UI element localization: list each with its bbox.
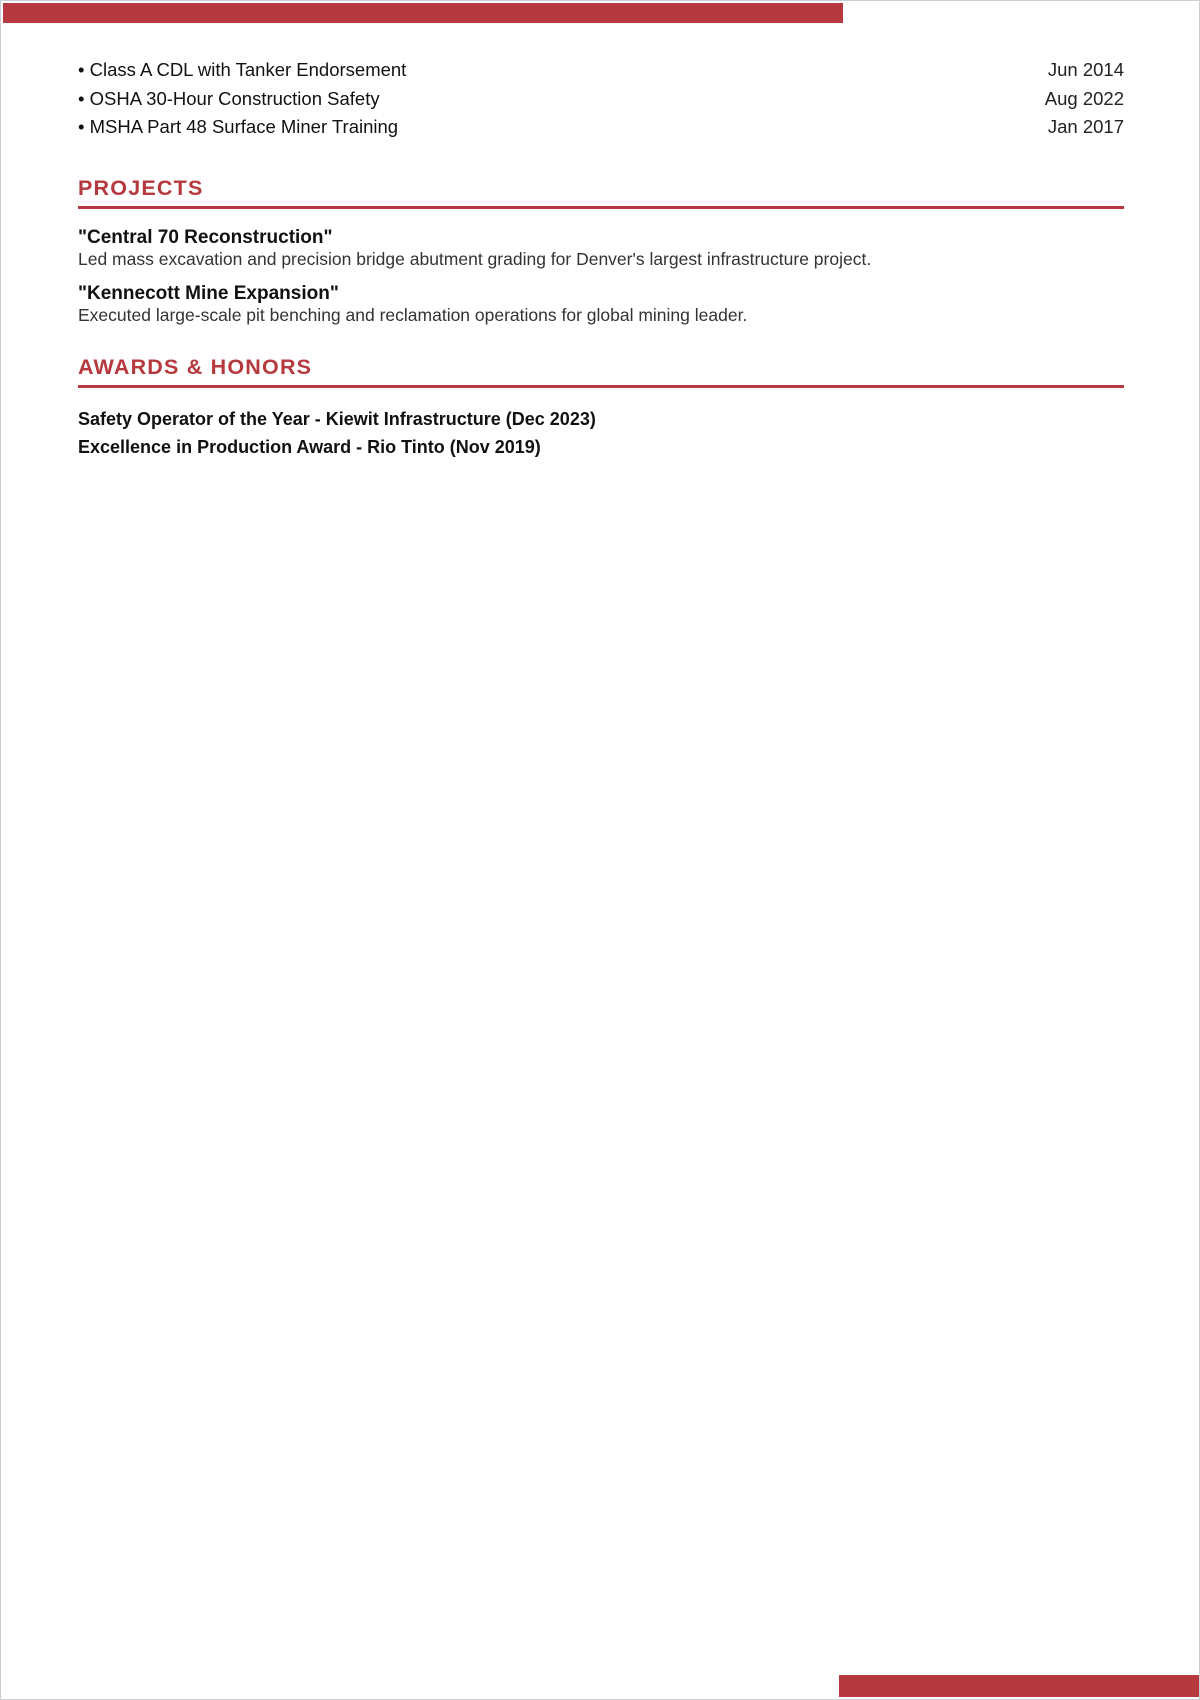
certification-item <box>78 59 1124 88</box>
certification-name: • OSHA 30-Hour Construction Safety <box>78 87 380 109</box>
certification-date: Aug 2022 <box>1044 87 1124 109</box>
project-item <box>78 227 1124 269</box>
certification-date: Jan 2017 <box>1047 116 1124 137</box>
projects-heading: PROJECTS <box>78 176 1124 209</box>
certification-name: • Class A CDL with Tanker Endorsement <box>78 59 407 80</box>
resume-content <box>78 59 1124 462</box>
certification-name: • MSHA Part 48 Surface Miner Training <box>78 116 399 137</box>
awards-list <box>78 405 1124 462</box>
award-item: Safety Operator of the Year - Kiewit Infrastructure (Dec 2023) <box>78 408 596 429</box>
award-item: Excellence in Production Award - Rio Tinto (Nov 2019) <box>78 437 541 457</box>
certification-item <box>78 116 1124 145</box>
project-title: "Central 70 Reconstruction" <box>78 226 333 248</box>
certifications-list <box>78 59 1124 145</box>
certification-date: Jun 2014 <box>1047 59 1124 80</box>
project-description: Led mass excavation and precision bridge abutment grading for Denver's largest infrastructure project. <box>78 248 872 269</box>
awards-heading: AWARDS & HONORS <box>78 355 1124 388</box>
top-accent-bar <box>3 3 843 23</box>
project-description: Executed large-scale pit benching and reclamation operations for global mining leader. <box>78 304 748 325</box>
project-title: "Kennecott Mine Expansion" <box>78 282 339 304</box>
certification-item <box>78 88 1124 117</box>
bottom-accent-bar <box>839 1675 1199 1697</box>
project-item <box>78 283 1124 325</box>
